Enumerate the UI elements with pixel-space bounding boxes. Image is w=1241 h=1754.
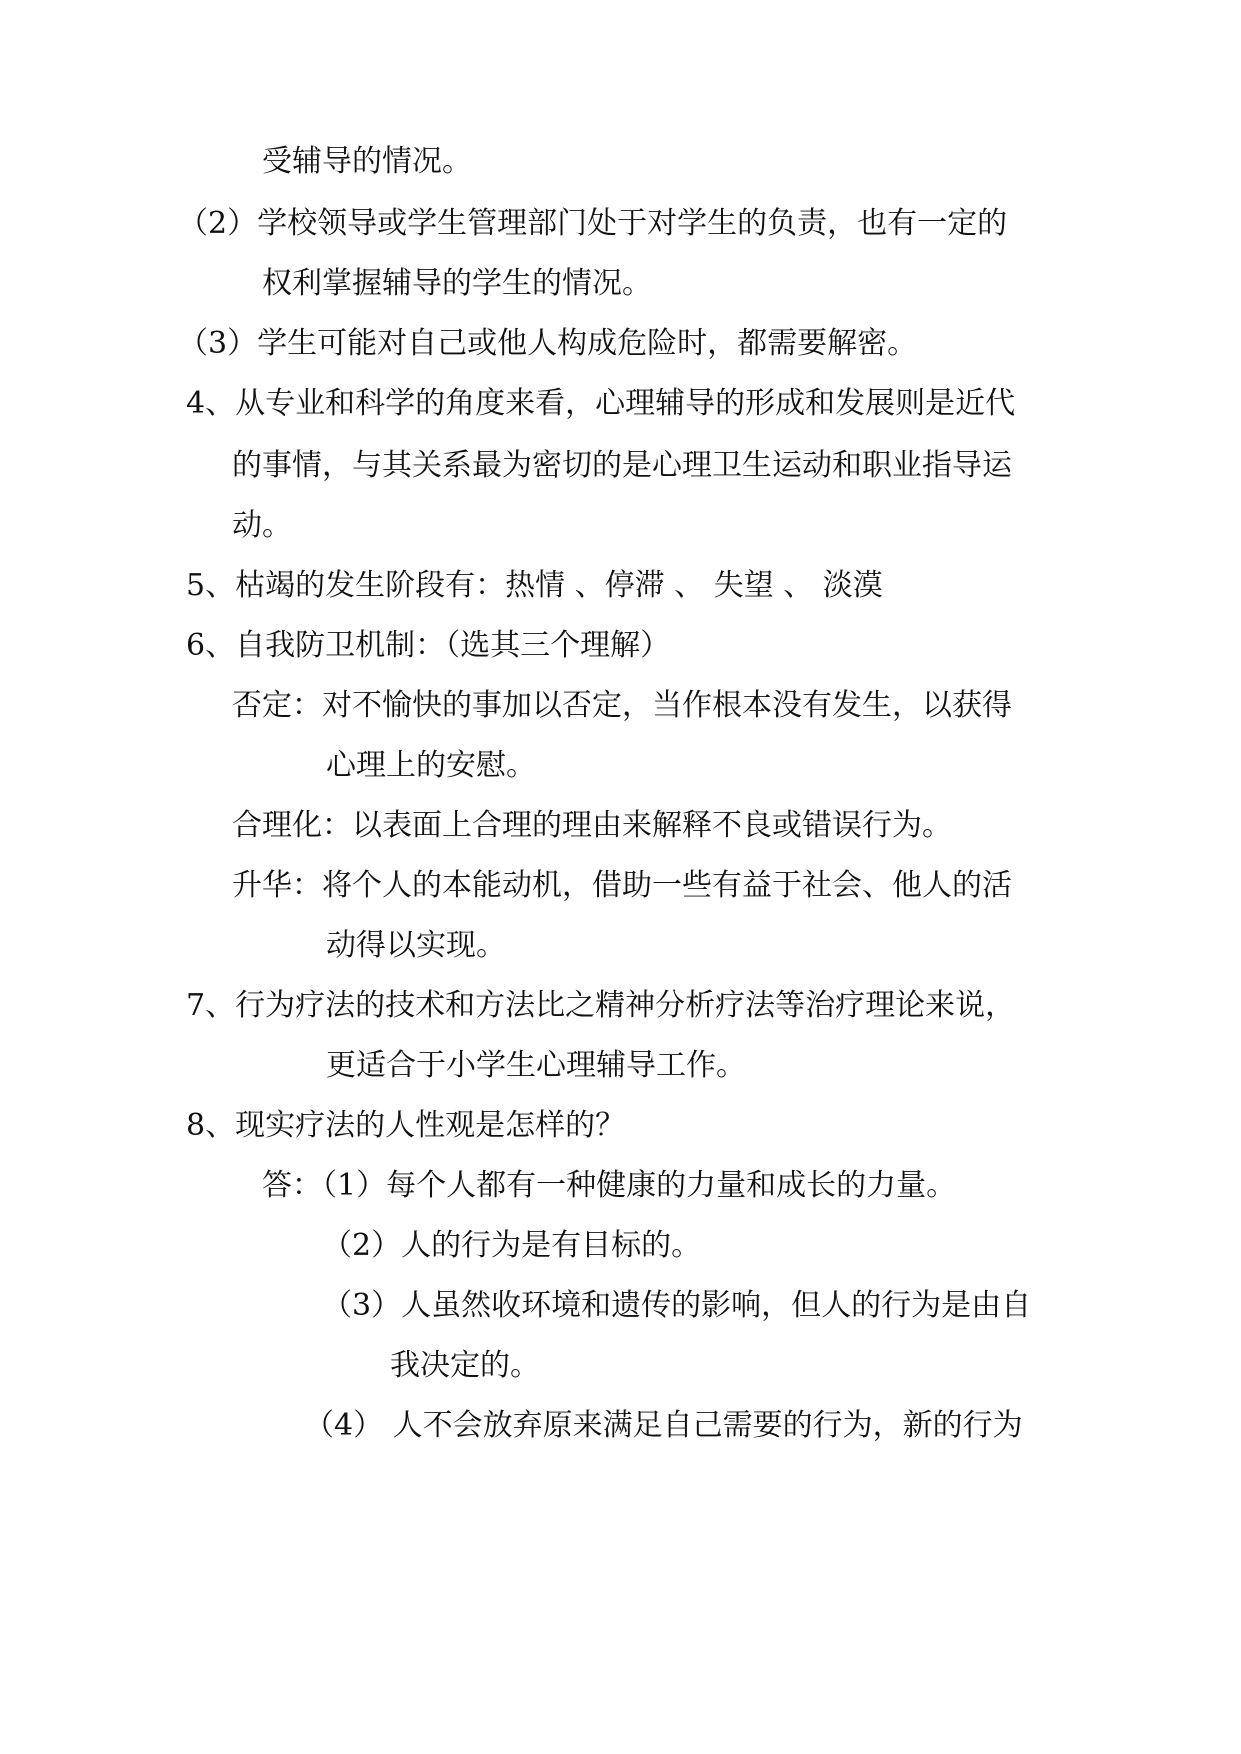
text-line: （3）学生可能对自己或他人构成危险时，都需要解密。 — [178, 326, 918, 361]
text-line: （3）人虽然收环境和遗传的影响，但人的行为是由自 — [322, 1288, 1032, 1323]
text-line: 的事情，与其关系最为密切的是心理卫生运动和职业指导运 — [232, 448, 1012, 483]
text-line: 否定：对不愉快的事加以否定，当作根本没有发生，以获得 — [232, 688, 1012, 723]
text-line: （2）学校领导或学生管理部门处于对学生的负责，也有一定的 — [178, 206, 1008, 241]
text-line: 8、现实疗法的人性观是怎样的？ — [186, 1108, 626, 1143]
text-line: 升华：将个人的本能动机，借助一些有益于社会、他人的活 — [232, 868, 1012, 903]
text-line: 合理化：以表面上合理的理由来解释不良或错误行为。 — [232, 808, 952, 843]
text-line: （2）人的行为是有目标的。 — [322, 1228, 702, 1263]
text-line: 动。 — [232, 508, 292, 543]
text-line: 我决定的。 — [390, 1348, 540, 1383]
text-line: 动得以实现。 — [326, 928, 506, 963]
text-line: 4、从专业和科学的角度来看，心理辅导的形成和发展则是近代 — [186, 386, 1016, 421]
text-line: 权利掌握辅导的学生的情况。 — [262, 266, 652, 301]
text-line: 更适合于小学生心理辅导工作。 — [326, 1048, 746, 1083]
text-line: 受辅导的情况。 — [262, 144, 472, 179]
text-line: 6、自我防卫机制：（选其三个理解） — [186, 628, 671, 663]
text-line: 心理上的安慰。 — [326, 748, 536, 783]
text-line: （4） 人不会放弃原来满足自己需要的行为，新的行为 — [304, 1408, 1023, 1443]
text-line: 5、枯竭的发生阶段有：热情 、停滞 、 失望 、 淡漠 — [186, 568, 883, 603]
text-line: 答：（1）每个人都有一种健康的力量和成长的力量。 — [262, 1168, 957, 1203]
text-line: 7、行为疗法的技术和方法比之精神分析疗法等治疗理论来说， — [186, 988, 1016, 1023]
